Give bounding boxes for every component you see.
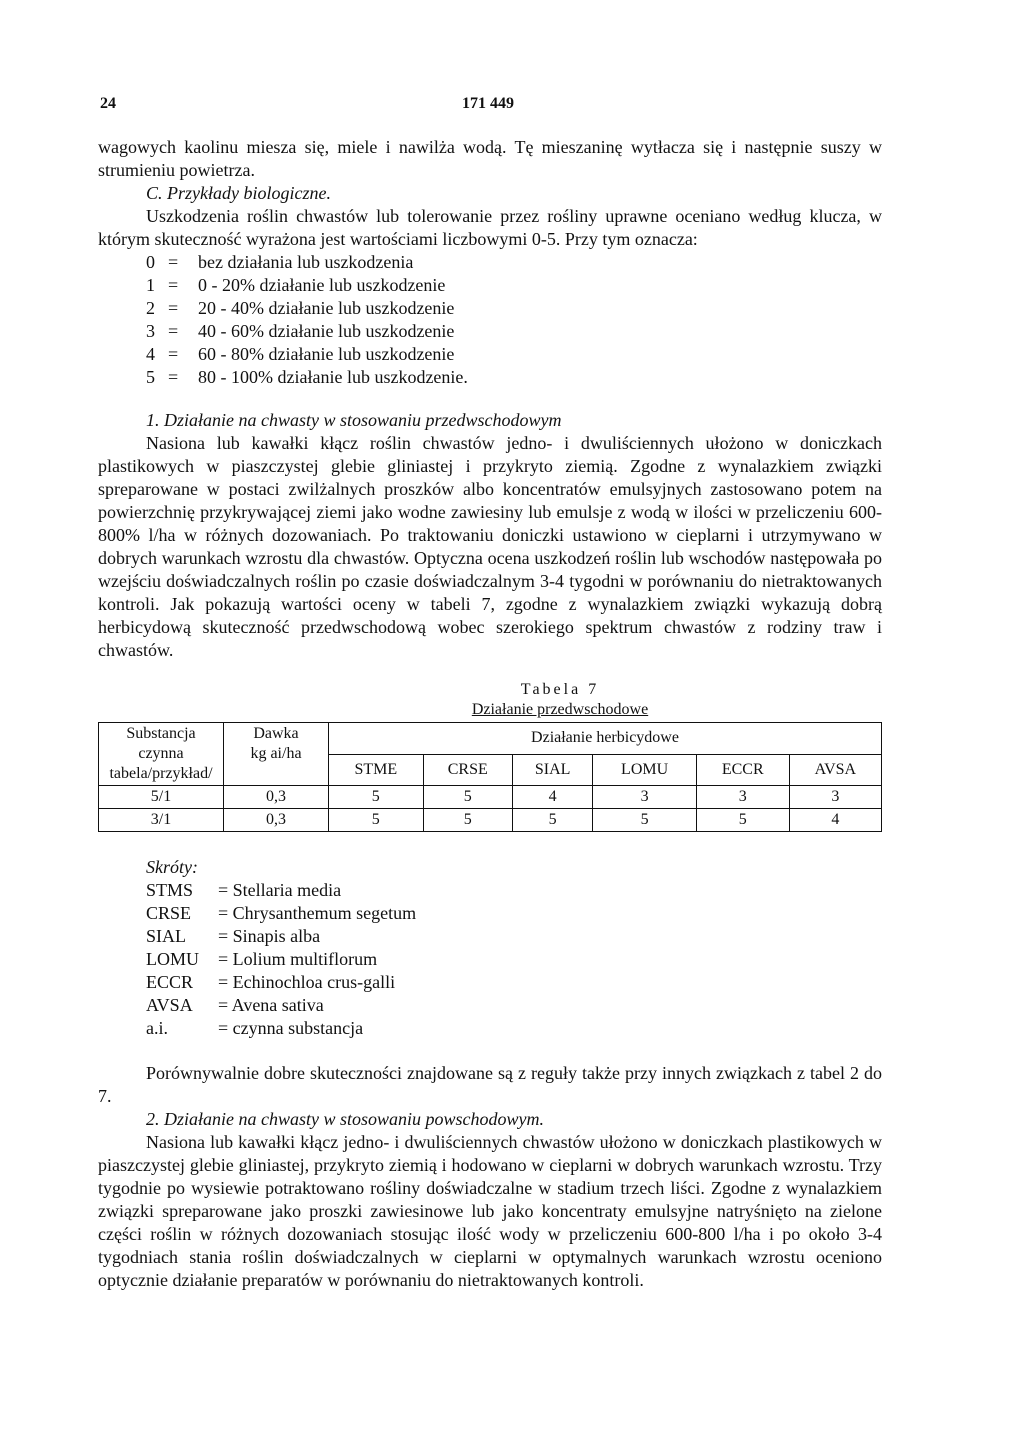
abbreviation-item: a.i. = czynna substancja <box>146 1018 364 1038</box>
document-code: 171 449 <box>462 95 514 112</box>
species-header: STME <box>329 754 424 786</box>
section-c-title: C. Przykłady biologiczne. <box>146 183 331 203</box>
table-row: 5/1 0,3 5 5 4 3 3 3 <box>99 786 882 809</box>
abbreviations-title: Skróty: <box>146 857 198 877</box>
scale-item: 4 = 60 - 80% działanie lub uszkodzenie <box>146 344 455 364</box>
results-table <box>98 722 882 832</box>
scale-item: 3 = 40 - 60% działanie lub uszkodzenie <box>146 321 455 341</box>
abbreviation-item: ECCR = Echinochloa crus-galli <box>146 972 396 992</box>
table-row: 3/1 0,3 5 5 5 5 5 4 <box>99 809 882 832</box>
scale-item: 5 = 80 - 100% działanie lub uszkodzenie. <box>146 367 468 387</box>
abbreviation-item: AVSA = Avena sativa <box>146 995 324 1015</box>
document-page <box>98 92 882 1292</box>
header-dose: Dawka kg ai/ha <box>224 723 329 786</box>
abbreviation-item: CRSE = Chrysanthemum segetum <box>146 903 417 923</box>
abbreviation-item: SIAL = Sinapis alba <box>146 926 321 946</box>
species-header: LOMU <box>593 754 696 786</box>
page-header <box>98 92 882 114</box>
section-1-text: Nasiona lub kawałki kłącz roślin chwastów jedno- i dwuliściennych ułożono w doniczkach plastikowych w piaszczystej glebie gliniastej i przykryto ziemią. Zgodne z wynalazkiem związki spreparowane w postaci zwilżalnych proszków albo koncentratów emulsyjnych zastosowano potem na powierzchnię przykrywającej ziemi jako wodne zawiesiny lub emulsje z wodą w ilości w przeliczeniu 600-800% l/ha w różnych dozowaniach. Po traktowaniu doniczki ustawiono w cieplarni i utrzymywano w dobrych warunkach wzrostu dla chwastów. Optyczna ocena uszkodzeń roślin lub wschodów następowała po wzejściu doświadczalnych roślin po czasie doświadczalnym 3-4 tygodni w porównaniu do nietraktowanych kontroli. Jak pokazują wartości oceny w tabeli 7, zgodne z wynalazkiem związki wykazują dobrą herbicydową skuteczność przedwschodową wobec szerokiego spektrum chwastów z rodziny traw i chwastów. <box>98 433 882 660</box>
species-header: SIAL <box>512 754 592 786</box>
abbreviation-item: LOMU = Lolium multiflorum <box>146 949 378 969</box>
species-header: AVSA <box>789 754 881 786</box>
scale-item: 2 = 20 - 40% działanie lub uszkodzenie <box>146 298 455 318</box>
rating-scale <box>146 251 882 389</box>
table-caption <box>98 680 882 720</box>
scale-item: 0 = bez działania lub uszkodzenia <box>146 252 414 272</box>
abbreviation-item: STMS = Stellaria media <box>146 880 342 900</box>
section-1-title: 1. Działanie na chwasty w stosowaniu przedwschodowym <box>146 410 562 430</box>
species-header: ECCR <box>696 754 789 786</box>
section-2-title: 2. Działanie na chwasty w stosowaniu powschodowym. <box>146 1109 545 1129</box>
section-2-text: Nasiona lub kawałki kłącz jedno- i dwuliściennych chwastów ułożono w doniczkach plastikowych w piaszczystej glebie gliniastej, przykryto ziemią i hodowano w cieplarni w dobrych warunkach wzrostu. Trzy tygodnie po wysiewie potraktowano rośliny doświadczalne w stadium trzech liści. Zgodne z wynalazkiem związki spreparowane jako proszki zawiesinowe lub jako koncentraty emulsyjne natryśnięto na zielone części roślin w różnych dozowaniach stosując ilość wody w przeliczeniu 600-800 l/ha i po około 3-4 tygodniach stania roślin doświadczalnych w cieplarni w optymalnych warunkach wzrostu oceniono optycznie działanie preparatów w porównaniu do nietraktowanych kontroli. <box>98 1132 882 1290</box>
header-substance: Substancja czynna tabela/przykład/ <box>99 723 224 786</box>
abbreviations <box>98 856 882 1040</box>
species-header: CRSE <box>423 754 512 786</box>
page-number: 24 <box>100 95 116 112</box>
table-subtitle: Działanie przedwschodowe <box>471 701 649 718</box>
comparison-paragraph: Porównywalnie dobre skuteczności znajdowane są z reguły także przy innych związkach z tabel 2 do 7. <box>98 1063 882 1106</box>
table-number: Tabela 7 <box>520 681 600 698</box>
scale-intro: Uszkodzenia roślin chwastów lub tolerowanie przez rośliny uprawne oceniano według klucza, w którym skuteczność wyrażona jest wartościami liczbowymi 0-5. Przy tym oznacza: <box>98 206 882 249</box>
header-herbicidal-action: Działanie herbicydowe <box>329 723 882 755</box>
intro-paragraph: wagowych kaolinu miesza się, miele i nawilża wodą. Tę mieszaninę wytłacza się i następnie suszy w strumieniu powietrza. <box>98 137 882 180</box>
scale-item: 1 = 0 - 20% działanie lub uszkodzenie <box>146 275 446 295</box>
